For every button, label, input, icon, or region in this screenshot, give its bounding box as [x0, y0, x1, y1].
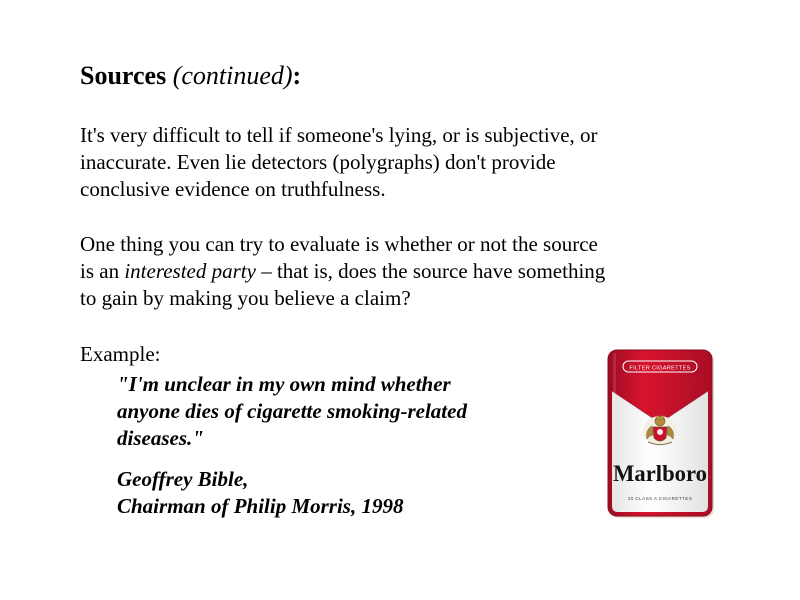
example-label: Example:: [80, 342, 161, 366]
slide-title: [80, 58, 301, 94]
quote-attribution: [117, 466, 403, 520]
paragraph-line: to gain by making you believe a claim?: [80, 286, 411, 310]
paragraph-line: It's very difficult to tell if someone's lying, or is subjective, or: [80, 123, 598, 147]
paragraph-line: conclusive evidence on truthfulness.: [80, 177, 386, 201]
title-colon: :: [292, 61, 302, 90]
paragraph-line: [80, 258, 720, 285]
title-continued: (continued): [172, 61, 293, 90]
paragraph-text: is an: [80, 259, 125, 283]
pack-brand: Marlboro: [613, 461, 707, 486]
paragraph-lying-difficulty: [80, 122, 720, 203]
paragraph-line: One thing you can try to evaluate is whether or not the source: [80, 232, 598, 256]
quote-line: "I'm unclear in my own mind whether: [117, 372, 451, 396]
paragraph-text: – that is, does the source have something: [255, 259, 606, 283]
quote-line: diseases.": [117, 426, 204, 450]
title-main: Sources: [80, 61, 167, 90]
example-quote: [117, 371, 467, 452]
attribution-name: Geoffrey Bible,: [117, 467, 249, 491]
paragraph-interested-party: [80, 231, 720, 312]
paragraph-line: inaccurate. Even lie detectors (polygraphs) don't provide: [80, 150, 556, 174]
quote-line: anyone dies of cigarette smoking-related: [117, 399, 467, 423]
pack-bottom-text: 20 CLASS A CIGARETTES: [627, 496, 693, 501]
pack-top-text: FILTER CIGARETTES: [629, 365, 691, 372]
marlboro-cigarette-pack-icon: [607, 349, 715, 519]
attribution-title: Chairman of Philip Morris, 1998: [117, 494, 404, 518]
interested-party-term: interested party: [124, 259, 256, 283]
